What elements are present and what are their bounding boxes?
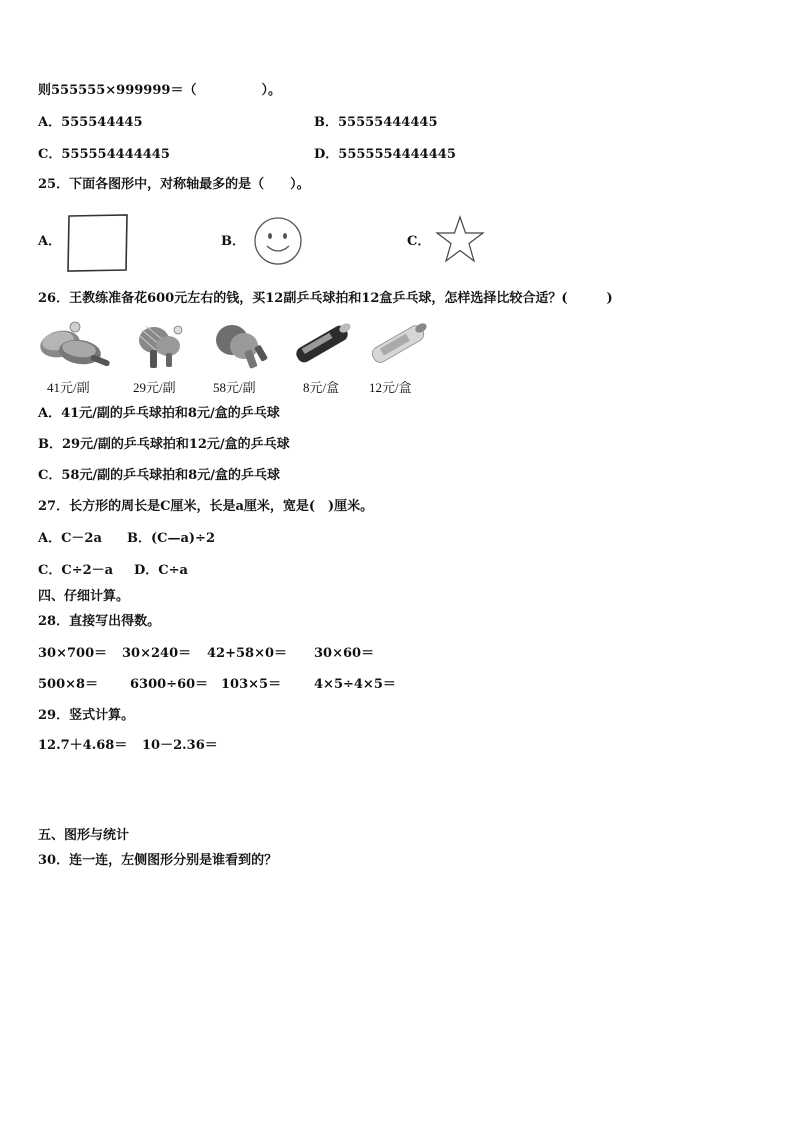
q28-item: 4×5÷4×5＝ (314, 677, 396, 692)
q28-item: 103×5＝ (221, 677, 282, 692)
q26-option-b: B．29元/副的乒乓球拍和12元/盒的乒乓球 (38, 437, 290, 452)
q29-stem: 29．竖式计算。 (38, 708, 135, 723)
q24-option-b: B．55555444445 (314, 115, 438, 130)
price-label-4: 8元/盒 (303, 380, 340, 395)
section-4-heading: 四、仔细计算。 (38, 589, 130, 604)
price-label-2: 29元/副 (133, 380, 176, 395)
star-figure (434, 214, 486, 266)
q24-option-d: D．5555554444445 (314, 147, 456, 162)
price-label-5: 12元/盒 (369, 380, 412, 395)
q28-item: 30×60＝ (314, 646, 375, 661)
ball-tube-1-image (290, 318, 354, 370)
q29-item: 10－2.36＝ (142, 738, 218, 753)
q25-option-c: C． (407, 234, 431, 249)
q26-option-a: A．41元/副的乒乓球拍和8元/盒的乒乓球 (38, 406, 280, 421)
q28-item: 42+58×0＝ (207, 646, 288, 661)
q28-item: 30×700＝ (38, 646, 108, 661)
q30-stem: 30．连一连，左侧图形分别是谁看到的？ (38, 853, 278, 868)
q24-option-c: C．555554444445 (38, 147, 170, 162)
price-label-1: 41元/副 (47, 380, 90, 395)
square-figure (66, 213, 130, 273)
price-label-3: 58元/副 (213, 380, 256, 395)
q28-stem: 28．直接写出得数。 (38, 614, 161, 629)
q24-stem: 则555555×999999＝（ ）。 (38, 83, 281, 98)
q27-option-d: D．C÷a (134, 563, 188, 578)
q28-item: 30×240＝ (122, 646, 192, 661)
q28-item: 6300÷60＝ (130, 677, 209, 692)
ball-tube-2-image (366, 318, 430, 370)
section-5-heading: 五、图形与统计 (38, 828, 130, 843)
paddle-set-1-image (36, 318, 116, 374)
q25-option-a: A． (38, 234, 62, 249)
q27-stem: 27．长方形的周长是C厘米，长是a厘米，宽是( )厘米。 (38, 499, 374, 514)
q25-option-b: B． (221, 234, 245, 249)
paddle-set-3-image (210, 320, 268, 372)
q24-option-a: A．555544445 (38, 115, 143, 130)
q27-option-b: B．(C—a)÷2 (127, 531, 215, 546)
q26-stem: 26．王教练准备花600元左右的钱，买12副乒乓球拍和12盒乒乓球，怎样选择比较合适？( ) (38, 291, 613, 306)
q27-option-a: A．C－2a (38, 531, 102, 546)
q28-item: 500×8＝ (38, 677, 99, 692)
q29-item: 12.7＋4.68＝ (38, 738, 128, 753)
smiley-face-figure (252, 215, 304, 267)
q25-stem: 25．下面各图形中，对称轴最多的是（ ）。 (38, 177, 310, 192)
paddle-set-2-image (130, 320, 186, 372)
q27-option-c: C．C÷2－a (38, 563, 114, 578)
q26-option-c: C．58元/副的乒乓球拍和8元/盒的乒乓球 (38, 468, 280, 483)
